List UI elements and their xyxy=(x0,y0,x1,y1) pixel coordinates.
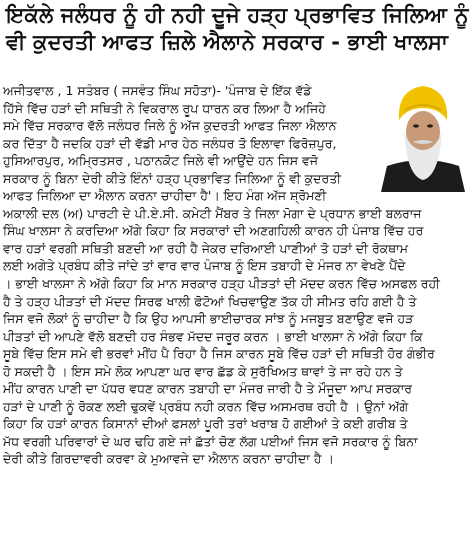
article-line: ਹੜਾਂ ਦੇ ਪਾਣੀ ਨੂੰ ਰੋਕਣ ਲਈ ਢੁਕਵੇਂ ਪ੍ਰਬੰਧ ਨਹੀ ਕਰਨ ਵਿੱਚ ਅਸਮਰਥ ਰਹੀ ਹੈ । ਉਨਾਂ ਅੱਗੇ xyxy=(3,398,409,414)
article-line: ਕਰ ਦਿੱਤਾ ਹੈ ਜਦਕਿ ਹੜਾਂ ਦੀ ਵੱਡੀ ਮਾਰ ਹੇਠ ਜਲੰਧਰ ਤੋ ਇਲਾਵਾ ਫਿਰੋਜ਼ਪੁਰ, xyxy=(3,135,337,151)
headline xyxy=(0,2,474,56)
article-line: ਹਿੱਸੇ ਵਿੱਚ ਹੜਾਂ ਦੀ ਸਥਿਤੀ ਨੇ ਵਿਕਰਾਲ ਰੂਪ ਧਾਰਨ ਕਰ ਲਿਆ ਹੈ ਅਜਿਹੇ xyxy=(3,100,326,116)
article-line: ਅਜੀਤਵਾਲ , 1 ਸਤੰਬਰ ( ਜਸਵੰਤ ਸਿੰਘ ਸਹੋਤਾ)- 'ਪੰਜਾਬ ਦੇ ਇੱਕ ਵੱਡੇ xyxy=(3,83,312,98)
article-line: । ਭਾਈ ਖਾਲਸਾ ਨੇ ਅੱਗੇ ਕਿਹਾ ਕਿ ਮਾਨ ਸਰਕਾਰ ਹੜ੍ਹ ਪੀੜਤਾਂ ਦੀ ਮੱਦਦ ਕਰਨ ਵਿੱਚ ਅਸਫਲ ਰਹੀ xyxy=(3,276,440,292)
article-line: ਸਰਕਾਰ ਨੂੰ ਬਿਨਾ ਦੇਰੀ ਕੀਤੇ ਇੰਨਾਂ ਹੜ੍ਹ ਪ੍ਰਭਾਵਿਤ ਜਿਲਿਆ ਨੂੰ ਵੀ ਕੁਦਰਤੀ xyxy=(3,170,341,186)
article-line: ਪੀੜਤਾਂ ਦੀ ਆਪਣੇ ਵੱਲੋ ਬਣਦੀ ਹਰ ਸੰਭਵ ਮੱਦਦ ਜਰੂਰ ਕਰਨ । ਭਾਈ ਖਾਲਸਾ ਨੇ ਅੱਗੇ ਕਿਹਾ ਕਿ xyxy=(3,328,423,344)
article-body xyxy=(0,82,474,468)
article-line: ਸਿੰਘ ਖਾਲਸਾ ਨੇ ਕਰਦਿਆ ਅੱਗੇ ਕਿਹਾ ਕਿ ਸਰਕਾਰਾਂ ਦੀ ਅਣਗਹਿਲੀ ਕਾਰਨ ਹੀ ਪੰਜਾਬ ਵਿੱਚ ਹਰ xyxy=(3,223,424,239)
article-line: ਹੈ ਤੇ ਹੜ੍ਹ ਪੀੜਤਾਂ ਦੀ ਮੱਦਦ ਸਿਰਫ ਖਾਲੀ ਫੋਟੋਆਂ ਖਿਚਵਾਉਣ ਤੱਕ ਹੀ ਸੀਮਤ ਰਹਿ ਗਈ ਹੈ ਤੇ xyxy=(3,293,417,309)
headline-line-2: ਵੀ ਕੁਦਰਤੀ ਆਫਤ ਜ਼ਿਲੇ ਐਲਾਨੇ ਸਰਕਾਰ - ਭਾਈ ਖਾਲਸਾ xyxy=(6,30,449,54)
article-line: ਲਈ ਅਗੇਤੇ ਪ੍ਰਬੰਧ ਕੀਤੇ ਜਾਂਦੇ ਤਾਂ ਵਾਰ ਵਾਰ ਪੰਜਾਬ ਨੂੰ ਇਸ ਤਬਾਹੀ ਦੇ ਮੰਜਰ ਨਾ ਵੇਖਣੇ ਪੈਂਦੇ xyxy=(3,258,406,274)
article-line: ਅਕਾਲੀ ਦਲ (ਅ) ਪਾਰਟੀ ਦੇ ਪੀ.ਏ.ਸੀ. ਕਮੇਟੀ ਮੈਂਬਰ ਤੇ ਜਿਲਾ ਮੋਗਾ ਦੇ ਪ੍ਰਧਾਨ ਭਾਈ ਬਲਰਾਜ xyxy=(3,205,422,221)
article-line: ਦੇਰੀ ਕੀਤੇ ਗਿਰਦਾਵਰੀ ਕਰਵਾ ਕੇ ਮੁਆਵਜੇ ਦਾ ਐਲਾਨ ਕਰਨਾ ਚਾਹੀਦਾ ਹੈ । xyxy=(3,451,334,467)
article-line: ਮੱਧ ਵਰਗੀ ਪਰਿਵਾਰਾਂ ਦੇ ਘਰ ਢਹਿ ਗਏ ਜਾਂ ਛੱਤਾਂ ਚੋਣ ਲੱਗ ਪਈਆਂ ਜਿਸ ਵਜੋ ਸਰਕਾਰ ਨੂੰ ਬਿਨਾ xyxy=(3,433,418,449)
article-line: ਮੀਂਹ ਕਾਰਨ ਪਾਣੀ ਦਾ ਪੱਧਰ ਵਧਣ ਕਾਰਨ ਤਬਾਹੀ ਦਾ ਮੰਜਰ ਜਾਰੀ ਹੈ ਤੇ ਮੌਜੂਦਾ ਆਪ ਸਰਕਾਰ xyxy=(3,381,413,397)
article-line: ਹੁਸਿਆਰਪੁਰ, ਅਮ੍ਰਿਤਸਰ , ਪਠਾਨਕੋਟ ਜਿਲੇ ਵੀ ਆਉਂਦੇ ਹਨ ਜਿਸ ਵਜੋ xyxy=(3,153,319,169)
article-line: ਕਿਹਾ ਕਿ ਹੜਾਂ ਕਾਰਨ ਕਿਸਾਨਾਂ ਦੀਆਂ ਫਸਲਾਂ ਪੂਰੀ ਤਰਾਂ ਖਰਾਬ ਹੋ ਗਈਆਂ ਤੇ ਕਈ ਗਰੀਬ ਤੇ xyxy=(3,416,408,432)
article-line: ਸਮੇ ਵਿੱਚ ਸਰਕਾਰ ਵੱਲੋ ਜਲੰਧਰ ਜਿਲੇ ਨੂੰ ਅੱਜ ਕੁਦਰਤੀ ਆਫਤ ਜਿਲਾ ਐਲਾਨ xyxy=(3,118,337,134)
article-line: ਸੂਬੇ ਵਿੱਚ ਇਸ ਸਮੇ ਵੀ ਭਰਵਾਂ ਮੀਂਹ ਪੈ ਰਿਹਾ ਹੈ ਜਿਸ ਕਾਰਨ ਸੂਬੇ ਵਿੱਚ ਹੜਾਂ ਦੀ ਸਥਿਤੀ ਹੋਰ ਗੰਭੀਰ xyxy=(3,346,435,362)
headline-line-1: ਇਕੱਲੇ ਜਲੰਧਰ ਨੂੰ ਹੀ ਨਹੀ ਦੂਜੇ ਹੜ੍ਹ ਪ੍ਰਭਾਵਿਤ ਜਿਲਿਆ ਨੂੰ xyxy=(6,3,469,27)
article-line: ਹੋ ਸਕਦੀ ਹੈ । ਇਸ ਸਮੇ ਲੋਕ ਆਪਣਾ ਘਰ ਵਾਰ ਛੱਡ ਕੇ ਸੁਰੱਖਿਅਤ ਥਾਵਾਂ ਤੇ ਜਾ ਰਹੇ ਹਨ ਤੇ xyxy=(3,363,403,379)
article-line: ਜਿਸ ਵਜੋ ਲੋਕਾਂ ਨੂੰ ਚਾਹੀਦਾ ਹੈ ਕਿ ਉਹ ਆਪਸੀ ਭਾਈਚਾਰਕ ਸਾਂਝ ਨੂੰ ਮਜਬੂਤ ਬਣਾਉਣ ਵਜੋ ਹੜ xyxy=(3,311,414,327)
article-line: ਵਾਰ ਹੜਾਂ ਵਰਗੀ ਸਥਿਤੀ ਬਣਦੀ ਆ ਰਹੀ ਹੈ ਜੇਕਰ ਦਰਿਆਈ ਪਾਣੀਆਂ ਤੋ ਹੜਾਂ ਦੀ ਰੋਕਥਾਮ xyxy=(3,240,408,256)
article-line: ਆਫਤ ਜਿਲਿਆ ਦਾ ਐਲਾਨ ਕਰਨਾ ਚਾਹੀਦਾ ਹੈ'। ਇਹ ਮੰਗ ਅੱਜ ਸ਼੍ਰੋਮਣੀ xyxy=(3,188,327,204)
